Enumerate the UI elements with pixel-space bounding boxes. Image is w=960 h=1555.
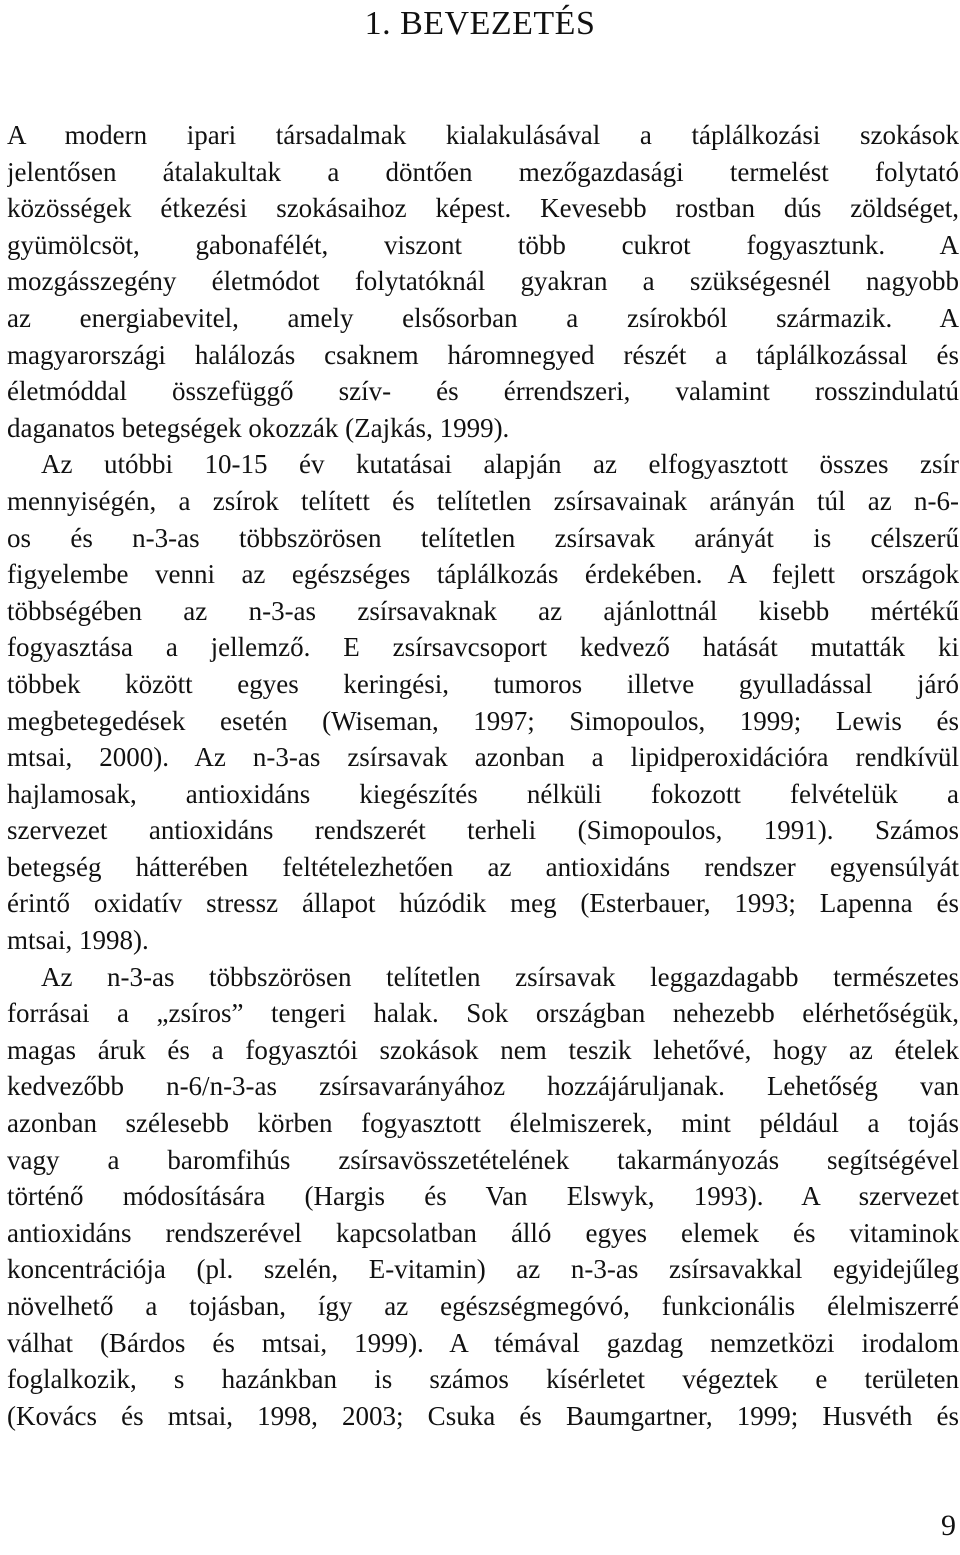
text-line: kedvezőbb n-6/n-3-as zsírsavarányához hozzájáruljanak. Lehetőség van: [7, 1071, 959, 1102]
text-line: válhat (Bárdos és mtsai, 1999). A témával gazdag nemzetközi irodalom: [7, 1327, 959, 1358]
body-text: [7, 117, 959, 1434]
text-line: életmóddal összefüggő szív- és érrendszeri, valamint rosszindulatú: [7, 376, 959, 407]
text-line: (Kovács és mtsai, 1998, 2003; Csuka és Baumgartner, 1999; Husvéth és: [7, 1400, 959, 1431]
text-line: közösségek étkezési szokásaihoz képest. Kevesebb rostban dús zöldséget,: [7, 193, 959, 224]
text-line: jelentősen átalakultak a döntően mezőgazdasági termelést folytató: [7, 156, 959, 187]
text-line: fogyasztása a jellemző. E zsírsavcsoport kedvező hatását mutatták ki: [7, 632, 959, 663]
text-line: az energiabevitel, amely elsősorban a zsírokból származik. A: [7, 302, 959, 333]
text-line: mennyiségén, a zsírok telített és telítetlen zsírsavainak arányán túl az n-6-: [7, 485, 959, 516]
text-line: megbetegedések esetén (Wiseman, 1997; Simopoulos, 1999; Lewis és: [7, 705, 959, 736]
text-line: magyarországi halálozás csaknem háromnegyed részét a táplálkozással és: [7, 339, 959, 370]
text-line: daganatos betegségek okozzák (Zajkás, 1999).: [7, 412, 510, 443]
text-line: foglalkozik, s hazánkban is számos kísérletet végeztek e területen: [7, 1364, 959, 1395]
text-line: mtsai, 1998).: [7, 925, 149, 956]
text-line: többek között egyes keringési, tumoros illetve gyulladással járó: [7, 668, 959, 699]
text-line: érintő oxidatív stressz állapot húzódik meg (Esterbauer, 1993; Lapenna és: [7, 888, 959, 919]
text-line: mozgásszegény életmódot folytatóknál gyakran a szükségesnél nagyobb: [7, 266, 959, 297]
text-line: forrásai a „zsíros” tengeri halak. Sok országban nehezebb elérhetőségük,: [7, 998, 959, 1029]
paragraph: [7, 117, 959, 446]
text-line: történő módosítására (Hargis és Van Elswyk, 1993). A szervezet: [7, 1181, 959, 1212]
text-line: többségében az n-3-as zsírsavaknak az ajánlottnál kisebb mértékű: [7, 595, 959, 626]
page-number: 9: [941, 1509, 956, 1542]
text-line: magas áruk és a fogyasztói szokások nem teszik lehetővé, hogy az ételek: [7, 1034, 959, 1065]
paragraph: [7, 959, 959, 1435]
text-line: figyelembe venni az egészséges táplálkozás érdekében. A fejlett országok: [7, 559, 959, 590]
text-line: Az n-3-as többszörösen telítetlen zsírsavak leggazdagabb természetes: [41, 961, 959, 992]
text-line: A modern ipari társadalmak kialakulásával a táplálkozási szokások: [7, 120, 959, 150]
text-line: koncentrációja (pl. szelén, E-vitamin) az n-3-as zsírsavakkal egyidejűleg: [7, 1254, 959, 1285]
text-line: Az utóbbi 10-15 év kutatásai alapján az elfogyasztott összes zsír: [41, 449, 959, 480]
text-line: antioxidáns rendszerével kapcsolatban álló egyes elemek és vitaminok: [7, 1217, 959, 1248]
text-line: vagy a baromfihús zsírsavösszetételének takarmányozás segítségével: [7, 1144, 959, 1175]
text-line: hajlamosak, antioxidáns kiegészítés nélküli fokozott felvételük a: [7, 778, 959, 809]
text-line: szervezet antioxidáns rendszerét terheli (Simopoulos, 1991). Számos: [7, 815, 959, 846]
text-line: betegség hátterében feltételezhetően az antioxidáns rendszer egyensúlyát: [7, 851, 959, 882]
text-line: mtsai, 2000). Az n-3-as zsírsavak azonban a lipidperoxidációra rendkívül: [7, 742, 959, 773]
text-line: növelhető a tojásban, így az egészségmegóvó, funkcionális élelmiszerré: [7, 1291, 959, 1321]
text-line: azonban szélesebb körben fogyasztott élelmiszerek, mint például a tojás: [7, 1108, 959, 1139]
page-title: 1. BEVEZETÉS: [364, 5, 596, 42]
text-line: os és n-3-as többszörösen telítetlen zsírsavak arányát is célszerű: [7, 522, 959, 553]
text-line: gyümölcsöt, gabonafélét, viszont több cukrot fogyasztunk. A: [7, 229, 959, 260]
paragraph: [7, 446, 959, 958]
